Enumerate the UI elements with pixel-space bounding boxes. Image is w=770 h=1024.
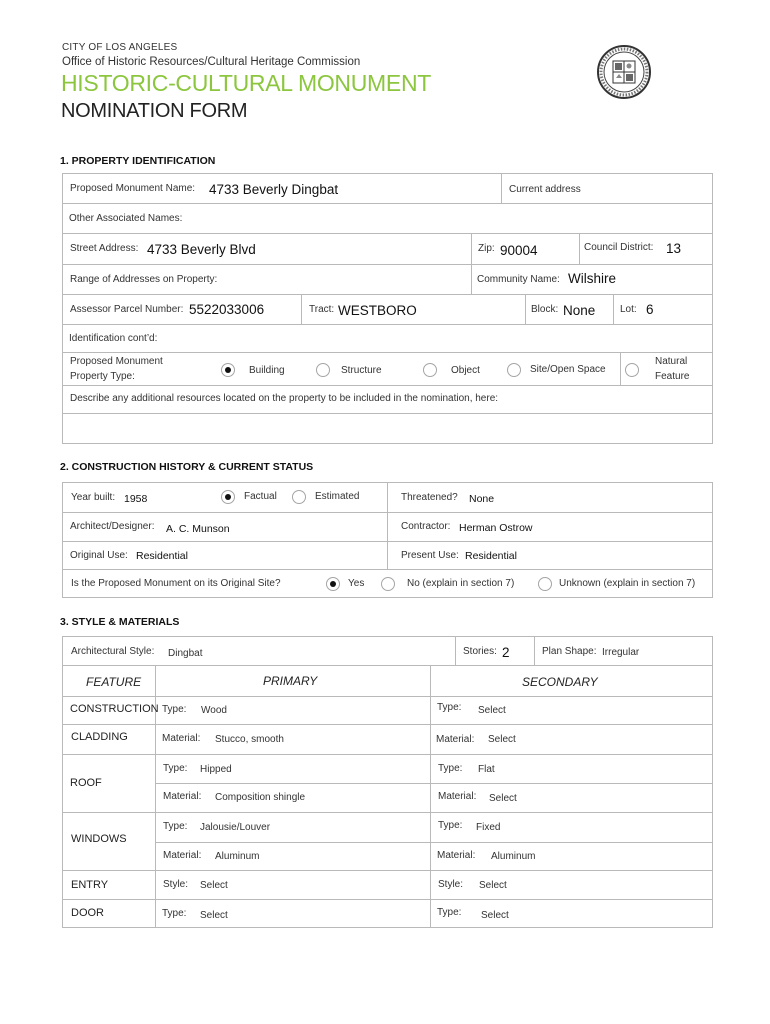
original-site-yes-label: Yes xyxy=(348,578,365,589)
entry-secondary-field[interactable]: Select xyxy=(479,880,507,891)
plan-shape-label: Plan Shape: xyxy=(542,646,597,657)
monument-name-field[interactable]: 4733 Beverly Dingbat xyxy=(209,182,339,197)
feature-cladding: CLADDING xyxy=(71,731,128,743)
estimated-label: Estimated xyxy=(315,491,360,502)
entry-primary-field[interactable]: Select xyxy=(200,880,228,891)
lot-label: Lot: xyxy=(620,304,637,315)
council-district-field[interactable]: 13 xyxy=(666,241,682,256)
primary-column-header: PRIMARY xyxy=(263,674,318,688)
architect-label: Architect/Designer: xyxy=(70,521,155,532)
windows-material-label: Material: xyxy=(163,850,202,861)
object-option-label: Object xyxy=(451,365,480,376)
stories-label: Stories: xyxy=(463,646,497,657)
cladding-secondary-material-label: Material: xyxy=(436,734,475,745)
street-address-label: Street Address: xyxy=(70,243,139,254)
feature-roof: ROOF xyxy=(70,777,102,789)
apn-label: Assessor Parcel Number: xyxy=(70,304,184,315)
monument-name-label: Proposed Monument Name: xyxy=(70,183,196,194)
section-1-heading: 1. PROPERTY IDENTIFICATION xyxy=(60,155,216,167)
identification-cont-label: Identification cont’d: xyxy=(69,333,158,344)
office-name: Office of Historic Resources/Cultural Heritage Commission xyxy=(62,56,361,68)
original-site-no-radio[interactable] xyxy=(381,577,395,591)
zip-field[interactable]: 90004 xyxy=(500,243,538,258)
threatened-field[interactable]: None xyxy=(469,493,495,505)
factual-label: Factual xyxy=(244,491,277,502)
building-radio[interactable] xyxy=(221,363,235,377)
structure-option-label: Structure xyxy=(341,365,382,376)
feature-entry: ENTRY xyxy=(71,879,109,891)
site-open-space-radio[interactable] xyxy=(507,363,521,377)
structure-radio[interactable] xyxy=(316,363,330,377)
contractor-label: Contractor: xyxy=(401,521,451,532)
feature-column-header: FEATURE xyxy=(86,675,142,689)
construction-secondary-field[interactable]: Select xyxy=(478,705,506,716)
original-site-unknown-label: Unknown (explain in section 7) xyxy=(559,578,696,589)
original-site-label: Is the Proposed Monument on its Original Site? xyxy=(71,578,281,589)
tract-label: Tract: xyxy=(309,304,335,315)
original-use-field[interactable]: Residential xyxy=(136,550,188,562)
roof-material-label: Material: xyxy=(163,791,202,802)
feature-construction: CONSTRUCTION xyxy=(70,703,159,715)
block-field[interactable]: None xyxy=(563,303,596,318)
natural-feature-label-2: Feature xyxy=(655,371,690,382)
entry-secondary-style-label: Style: xyxy=(438,879,464,890)
roof-type-primary-field[interactable]: Hipped xyxy=(200,764,232,775)
door-secondary-type-label: Type: xyxy=(437,907,462,918)
year-built-field[interactable]: 1958 xyxy=(124,493,148,505)
windows-material-primary-field[interactable]: Aluminum xyxy=(215,851,260,862)
lot-field[interactable]: 6 xyxy=(646,302,654,317)
original-site-unknown-radio[interactable] xyxy=(538,577,552,591)
cladding-secondary-field[interactable]: Select xyxy=(488,734,516,745)
threatened-label: Threatened? xyxy=(401,492,458,503)
door-primary-field[interactable]: Select xyxy=(200,910,228,921)
form-subtitle: NOMINATION FORM xyxy=(61,100,248,122)
city-seal-icon xyxy=(596,44,652,100)
current-address-field[interactable]: Current address xyxy=(509,184,581,195)
year-built-label: Year built: xyxy=(71,492,116,503)
original-use-label: Original Use: xyxy=(70,550,128,561)
windows-type-primary-field[interactable]: Jalousie/Louver xyxy=(200,822,271,833)
building-option-label: Building xyxy=(249,365,285,376)
street-address-field[interactable]: 4733 Beverly Blvd xyxy=(147,242,256,257)
cladding-primary-field[interactable]: Stucco, smooth xyxy=(215,734,284,745)
block-label: Block: xyxy=(531,304,559,315)
property-type-label-2: Property Type: xyxy=(70,371,135,382)
architect-field[interactable]: A. C. Munson xyxy=(166,523,230,535)
windows-type-secondary-field[interactable]: Fixed xyxy=(476,822,501,833)
natural-feature-label-1: Natural xyxy=(655,356,688,367)
windows-material-secondary-label: Material: xyxy=(437,850,476,861)
roof-type-secondary-label: Type: xyxy=(438,763,463,774)
roof-material-secondary-label: Material: xyxy=(438,791,477,802)
door-secondary-field[interactable]: Select xyxy=(481,910,509,921)
roof-material-primary-field[interactable]: Composition shingle xyxy=(215,792,306,803)
feature-windows: WINDOWS xyxy=(71,833,127,845)
windows-type-label: Type: xyxy=(163,821,188,832)
construction-primary-field[interactable]: Wood xyxy=(201,705,227,716)
secondary-column-header: SECONDARY xyxy=(522,675,598,689)
original-site-no-label: No (explain in section 7) xyxy=(407,578,515,589)
site-open-space-label: Site/Open Space xyxy=(530,364,606,375)
section-3-heading: 3. STYLE & MATERIALS xyxy=(60,616,180,628)
zip-label: Zip: xyxy=(478,243,495,254)
roof-type-secondary-field[interactable]: Flat xyxy=(478,764,495,775)
form-title: HISTORIC-CULTURAL MONUMENT xyxy=(61,70,432,96)
community-name-field[interactable]: Wilshire xyxy=(568,271,617,286)
city-name: CITY OF LOS ANGELES xyxy=(62,42,178,53)
construction-type-label: Type: xyxy=(162,704,187,715)
contractor-field[interactable]: Herman Ostrow xyxy=(459,522,533,534)
plan-shape-field[interactable]: Irregular xyxy=(602,647,640,658)
construction-secondary-type-label: Type: xyxy=(437,702,462,713)
roof-type-label: Type: xyxy=(163,763,188,774)
present-use-field[interactable]: Residential xyxy=(465,550,517,562)
property-type-label-1: Proposed Monument xyxy=(70,356,163,367)
estimated-radio[interactable] xyxy=(292,490,306,504)
cladding-material-label: Material: xyxy=(162,733,201,744)
style-materials-box xyxy=(62,636,713,928)
original-site-yes-radio[interactable] xyxy=(326,577,340,591)
natural-feature-radio[interactable] xyxy=(625,363,639,377)
tract-field[interactable]: WESTBORO xyxy=(338,303,417,318)
address-range-label: Range of Addresses on Property: xyxy=(70,274,218,285)
arch-style-field[interactable]: Dingbat xyxy=(168,648,203,659)
additional-resources-label: Describe any additional resources located on the property to be included in the nomination, here: xyxy=(70,393,499,404)
apn-field[interactable]: 5522033006 xyxy=(189,302,265,317)
entry-style-label: Style: xyxy=(163,879,189,890)
feature-door: DOOR xyxy=(71,907,104,919)
council-district-label: Council District: xyxy=(584,242,654,253)
other-names-label: Other Associated Names: xyxy=(69,213,183,224)
arch-style-label: Architectural Style: xyxy=(71,646,155,657)
roof-material-secondary-field[interactable]: Select xyxy=(489,793,517,804)
windows-material-secondary-field[interactable]: Aluminum xyxy=(491,851,536,862)
present-use-label: Present Use: xyxy=(401,550,459,561)
community-name-label: Community Name: xyxy=(477,274,560,285)
section-2-heading: 2. CONSTRUCTION HISTORY & CURRENT STATUS xyxy=(60,461,314,473)
object-radio[interactable] xyxy=(423,363,437,377)
door-type-label: Type: xyxy=(162,908,187,919)
factual-radio[interactable] xyxy=(221,490,235,504)
stories-field[interactable]: 2 xyxy=(502,645,510,660)
windows-type-secondary-label: Type: xyxy=(438,820,463,831)
